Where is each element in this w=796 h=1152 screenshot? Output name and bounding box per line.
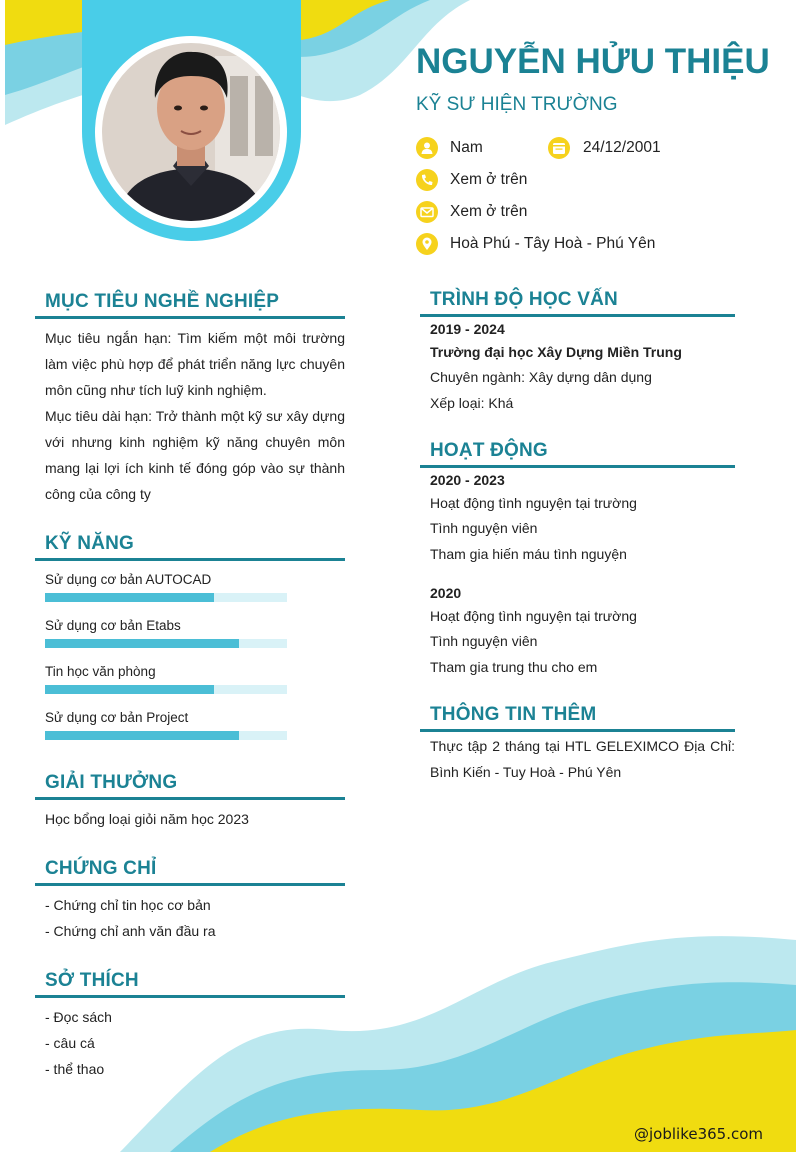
email-value: Xem ở trên: [450, 203, 528, 220]
activity-line: Hoạt động tình nguyện tại trường: [430, 608, 637, 624]
skill-bar: [45, 731, 287, 740]
bottom-wave-decoration: [0, 920, 796, 1152]
education-heading: TRÌNH ĐỘ HỌC VẤN: [430, 289, 618, 310]
candidate-name: NGUYỄN HỬU THIỆU: [416, 42, 770, 81]
additional-heading: THÔNG TIN THÊM: [430, 704, 597, 725]
email-icon: [416, 201, 438, 223]
address-value: Hoà Phú - Tây Hoà - Phú Yên: [450, 235, 656, 252]
avatar: [95, 36, 287, 228]
certificates-divider: [35, 883, 345, 886]
hobby-item: - thể thao: [45, 1061, 105, 1077]
hobbies-divider: [35, 995, 345, 998]
skill-bar-fill: [45, 731, 239, 740]
objective-short-term: Mục tiêu ngắn hạn: Tìm kiếm một môi trường làm việc phù hợp để phát triển năng lực chuyên môn cũng như tích luỹ kinh nghiệm.: [45, 330, 345, 398]
education-school: Trường đại học Xây Dựng Miền Trung: [430, 344, 682, 360]
person-icon: [416, 137, 438, 159]
skill-bar-fill: [45, 685, 214, 694]
education-major: Chuyên ngành: Xây dựng dân dụng: [430, 369, 652, 385]
education-grade: Xếp loại: Khá: [430, 395, 514, 411]
phone-value: Xem ở trên: [450, 171, 528, 188]
skill-bar-fill: [45, 639, 239, 648]
hobbies-heading: SỞ THÍCH: [45, 970, 139, 991]
activity-line: Tình nguyện viên: [430, 633, 538, 649]
activity-period: 2020: [430, 585, 462, 601]
activity-line: Hoạt động tình nguyện tại trường: [430, 495, 637, 511]
award-item: Học bổng loại giỏi năm học 2023: [45, 811, 249, 827]
phone-icon: [416, 169, 438, 191]
objective-long-term: Mục tiêu dài hạn: Trở thành một kỹ sư xây dựng với nhưng kinh nghiệm kỹ năng chuyên môn mang lại lợi ích kinh tế đóng góp vào sự thành công của công ty: [45, 408, 345, 502]
candidate-role: KỸ SƯ HIỆN TRƯỜNG: [416, 94, 618, 115]
activity-line: Tình nguyện viên: [430, 520, 538, 536]
awards-divider: [35, 797, 345, 800]
birthday-value: 24/12/2001: [583, 139, 661, 156]
skill-bar-fill: [45, 593, 214, 602]
skill-label: Sử dụng cơ bản Etabs: [45, 618, 181, 633]
additional-text: Thực tập 2 tháng tại HTL GELEXIMCO Địa Chỉ: Bình Kiến - Tuy Hoà - Phú Yên: [430, 738, 735, 780]
additional-divider: [420, 729, 735, 732]
skill-bar: [45, 593, 287, 602]
activity-line: Tham gia hiến máu tình nguyện: [430, 546, 627, 562]
skill-label: Sử dụng cơ bản AUTOCAD: [45, 572, 212, 587]
watermark: @joblike365.com: [634, 1125, 764, 1143]
activities-heading: HOẠT ĐỘNG: [430, 440, 548, 461]
activity-period: 2020 - 2023: [430, 472, 505, 488]
skill-label: Tin học văn phòng: [45, 664, 156, 679]
skills-divider: [35, 558, 345, 561]
skills-heading: KỸ NĂNG: [45, 533, 135, 554]
skill-bar: [45, 639, 287, 648]
skill-label: Sử dụng cơ bản Project: [45, 710, 189, 725]
hobby-item: - Đọc sách: [45, 1009, 112, 1025]
skill-bar: [45, 685, 287, 694]
calendar-icon: [548, 137, 570, 159]
activity-line: Tham gia trung thu cho em: [430, 659, 598, 675]
education-period: 2019 - 2024: [430, 321, 505, 337]
certificate-item: - Chứng chỉ anh văn đầu ra: [45, 923, 216, 939]
gender-value: Nam: [450, 139, 483, 156]
objective-heading: MỤC TIÊU NGHỀ NGHIỆP: [45, 291, 280, 312]
certificate-item: - Chứng chỉ tin học cơ bản: [45, 897, 211, 913]
hobby-item: - câu cá: [45, 1035, 95, 1051]
awards-heading: GIẢI THƯỞNG: [45, 772, 178, 793]
certificates-heading: CHỨNG CHỈ: [45, 858, 157, 879]
location-icon: [416, 233, 438, 255]
objective-divider: [35, 316, 345, 319]
